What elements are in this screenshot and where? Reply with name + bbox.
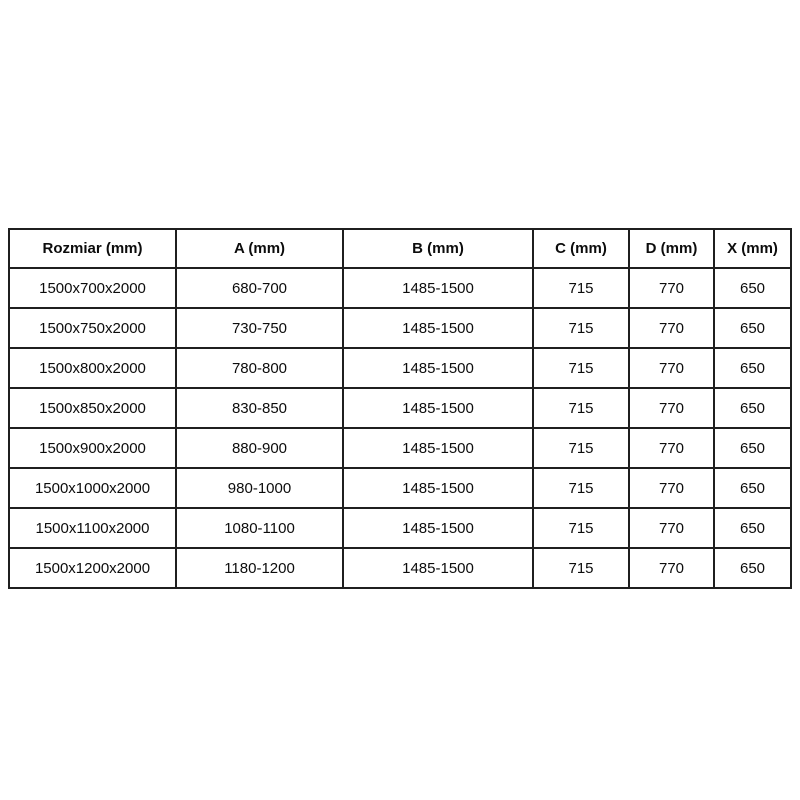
table-cell-c: 715 bbox=[533, 308, 629, 348]
table-row bbox=[9, 348, 791, 388]
table-head bbox=[9, 229, 791, 268]
table-cell-b: 1485-1500 bbox=[343, 428, 533, 468]
table-header-row bbox=[9, 229, 791, 268]
table-body bbox=[9, 268, 791, 588]
table-cell-rozmiar: 1500x1100x2000 bbox=[9, 508, 176, 548]
table-cell-d: 770 bbox=[629, 468, 714, 508]
table-cell-c: 715 bbox=[533, 348, 629, 388]
column-header-a: A (mm) bbox=[176, 229, 343, 268]
column-header-x: X (mm) bbox=[714, 229, 791, 268]
table-cell-b: 1485-1500 bbox=[343, 548, 533, 588]
table-cell-rozmiar: 1500x700x2000 bbox=[9, 268, 176, 308]
table-cell-b: 1485-1500 bbox=[343, 508, 533, 548]
table-cell-d: 770 bbox=[629, 548, 714, 588]
column-header-c: C (mm) bbox=[533, 229, 629, 268]
table-cell-d: 770 bbox=[629, 508, 714, 548]
table-cell-x: 650 bbox=[714, 268, 791, 308]
column-header-rozmiar: Rozmiar (mm) bbox=[9, 229, 176, 268]
table-row bbox=[9, 468, 791, 508]
table-cell-d: 770 bbox=[629, 268, 714, 308]
table-cell-x: 650 bbox=[714, 548, 791, 588]
table-cell-c: 715 bbox=[533, 388, 629, 428]
table-row bbox=[9, 388, 791, 428]
table-cell-a: 1080-1100 bbox=[176, 508, 343, 548]
table-cell-c: 715 bbox=[533, 468, 629, 508]
table-cell-b: 1485-1500 bbox=[343, 348, 533, 388]
table-cell-a: 680-700 bbox=[176, 268, 343, 308]
table-cell-a: 980-1000 bbox=[176, 468, 343, 508]
column-header-d: D (mm) bbox=[629, 229, 714, 268]
table-cell-x: 650 bbox=[714, 388, 791, 428]
table-cell-rozmiar: 1500x850x2000 bbox=[9, 388, 176, 428]
table-cell-b: 1485-1500 bbox=[343, 388, 533, 428]
table-cell-x: 650 bbox=[714, 508, 791, 548]
table-cell-c: 715 bbox=[533, 268, 629, 308]
table-cell-x: 650 bbox=[714, 348, 791, 388]
table-row bbox=[9, 548, 791, 588]
table-cell-rozmiar: 1500x1200x2000 bbox=[9, 548, 176, 588]
table-cell-b: 1485-1500 bbox=[343, 308, 533, 348]
dimensions-table bbox=[8, 228, 792, 589]
table-cell-a: 1180-1200 bbox=[176, 548, 343, 588]
table-cell-c: 715 bbox=[533, 508, 629, 548]
table-cell-d: 770 bbox=[629, 428, 714, 468]
table-cell-d: 770 bbox=[629, 308, 714, 348]
table-cell-c: 715 bbox=[533, 428, 629, 468]
table-cell-a: 880-900 bbox=[176, 428, 343, 468]
table-cell-a: 830-850 bbox=[176, 388, 343, 428]
table-row bbox=[9, 268, 791, 308]
table-cell-a: 780-800 bbox=[176, 348, 343, 388]
table-row bbox=[9, 508, 791, 548]
table-cell-rozmiar: 1500x900x2000 bbox=[9, 428, 176, 468]
table-cell-c: 715 bbox=[533, 548, 629, 588]
table-cell-a: 730-750 bbox=[176, 308, 343, 348]
column-header-b: B (mm) bbox=[343, 229, 533, 268]
table-cell-x: 650 bbox=[714, 468, 791, 508]
table-cell-d: 770 bbox=[629, 388, 714, 428]
table-cell-rozmiar: 1500x1000x2000 bbox=[9, 468, 176, 508]
table-cell-x: 650 bbox=[714, 308, 791, 348]
table-cell-rozmiar: 1500x800x2000 bbox=[9, 348, 176, 388]
table-row bbox=[9, 308, 791, 348]
table-row bbox=[9, 428, 791, 468]
table-cell-d: 770 bbox=[629, 348, 714, 388]
table-cell-x: 650 bbox=[714, 428, 791, 468]
table-cell-b: 1485-1500 bbox=[343, 268, 533, 308]
table-cell-b: 1485-1500 bbox=[343, 468, 533, 508]
table-cell-rozmiar: 1500x750x2000 bbox=[9, 308, 176, 348]
